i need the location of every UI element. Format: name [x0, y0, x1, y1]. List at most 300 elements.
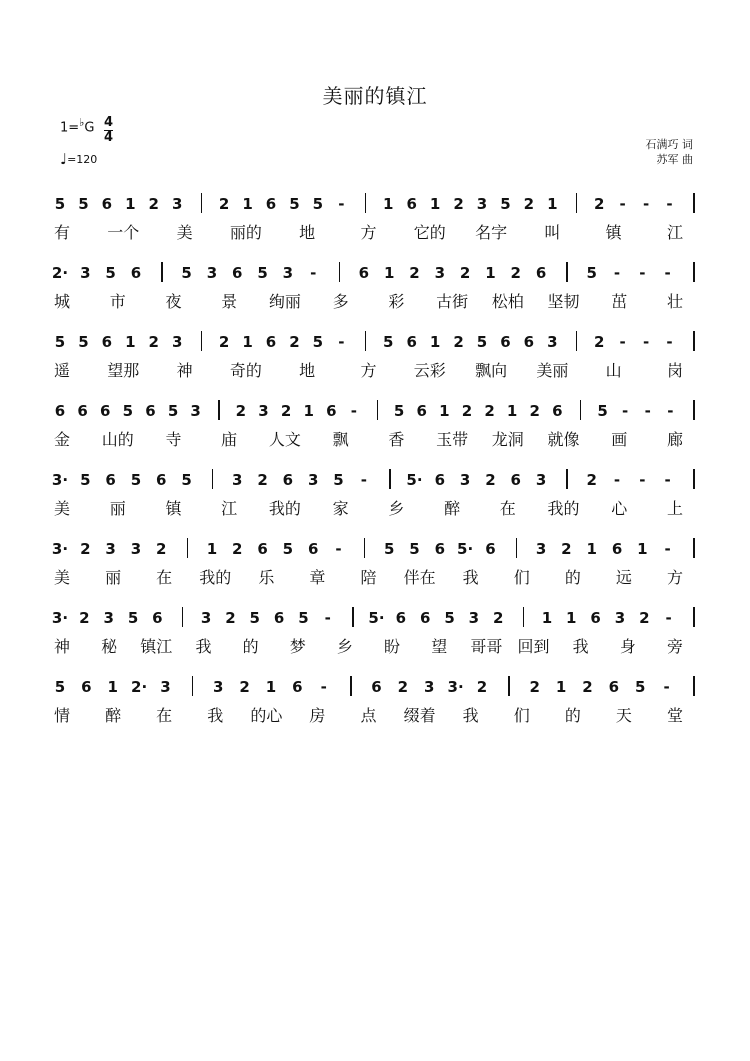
dash-mark: - [320, 678, 327, 696]
dash-mark: - [310, 264, 317, 282]
note: 2 [397, 678, 409, 696]
lyric-word: 伴在 [403, 568, 436, 587]
lyric-word: 陪 [360, 568, 377, 587]
lyric-word: 奇的 [229, 361, 262, 380]
note: 6 [282, 471, 294, 489]
note: 5 [249, 609, 260, 627]
note: 3 [258, 402, 269, 420]
lyric-word: 醉 [444, 499, 461, 518]
note: 2 [582, 678, 593, 696]
lyric-word: 的 [564, 568, 581, 587]
lyric-word: 彩 [388, 292, 405, 311]
note: 3 [160, 678, 171, 696]
dash-mark: - [664, 471, 671, 489]
note: 2 [235, 402, 247, 420]
barline [339, 262, 341, 282]
note: 5 [383, 333, 394, 351]
note: 3 [282, 264, 294, 282]
composer-credit: 苏军 曲 [656, 153, 693, 166]
lyric-word: 金 [53, 430, 71, 449]
lyric-word: 醉 [105, 706, 122, 725]
note: 5 [282, 540, 294, 558]
lyric-word: 秘 [101, 637, 118, 656]
lyric-word: 的 [564, 706, 581, 725]
note: 5· [457, 540, 474, 558]
note: 5 [500, 195, 511, 213]
lyric-word: 江 [221, 499, 238, 518]
note: 3 [80, 264, 91, 282]
barline [693, 469, 695, 489]
note: 2 [639, 609, 650, 627]
note: 6 [77, 402, 88, 420]
note: 6 [292, 678, 303, 696]
barline [212, 469, 214, 489]
note: 6 [434, 540, 446, 558]
flat-icon: ♭ [79, 116, 85, 129]
barline [201, 193, 203, 213]
lyric-word: 望 [431, 637, 448, 656]
barline [576, 193, 578, 213]
note: 2 [493, 609, 504, 627]
lyric-word: 在 [156, 706, 173, 725]
lyric-word: 我的 [268, 499, 301, 518]
lyric-word: 丽 [105, 568, 122, 587]
lyric-word: 乡 [336, 637, 353, 656]
note: 6 [434, 471, 446, 489]
note: 3 [614, 609, 626, 627]
lyric-word: 松柏 [491, 292, 524, 311]
note: 5 [312, 333, 324, 351]
note: 5 [444, 609, 455, 627]
key-tonic: G [84, 120, 95, 136]
note: 2 [156, 540, 167, 558]
note: 5 [80, 471, 91, 489]
note: 2 [484, 402, 495, 420]
note: 3 [307, 471, 319, 489]
note: 6 [265, 195, 277, 213]
lyric-word: 们 [513, 568, 530, 587]
lyric-word: 茁 [611, 292, 628, 311]
barline [352, 607, 354, 627]
lyric-word: 旁 [666, 637, 684, 656]
note: 5 [78, 333, 89, 351]
note: 3 [468, 609, 480, 627]
lyric-word: 我 [572, 637, 589, 656]
lyric-word: 景 [221, 292, 238, 311]
lyric-word: 我的 [199, 568, 232, 587]
note: 2 [485, 471, 496, 489]
note: 5 [130, 471, 142, 489]
note: 2 [257, 471, 268, 489]
note: 6 [145, 402, 156, 420]
note: 3· [51, 540, 69, 558]
lyric-word: 地 [299, 223, 316, 242]
note: 6 [81, 678, 92, 696]
note: 6 [130, 264, 142, 282]
note: 3 [476, 195, 488, 213]
lyric-word: 人文 [268, 430, 301, 449]
lyric-word: 我的 [547, 499, 580, 518]
dash-mark: - [613, 471, 621, 489]
note: 6 [552, 402, 563, 420]
note: 3 [535, 540, 547, 558]
note: 2 [476, 678, 488, 696]
barline [508, 676, 510, 696]
note: 6 [101, 333, 113, 351]
note: 3 [424, 678, 435, 696]
note: 2 [148, 195, 159, 213]
time-top: 4 [104, 115, 114, 130]
barline [693, 400, 695, 420]
note: 6 [535, 264, 547, 282]
note: 1 [439, 402, 450, 420]
note: 1 [547, 195, 558, 213]
note: 5 [54, 195, 66, 213]
note: 5 [181, 471, 192, 489]
barline [576, 331, 578, 351]
lyric-word: 我 [207, 706, 224, 725]
lyric-word: 在 [156, 568, 173, 587]
note: 3 [547, 333, 558, 351]
note: 1 [107, 678, 118, 696]
note: 2 [148, 333, 159, 351]
note: 6 [307, 540, 319, 558]
note: 2 [594, 333, 605, 351]
note: 6 [523, 333, 535, 351]
note: 1 [383, 264, 395, 282]
lyric-word: 堂 [666, 706, 684, 725]
note: 2 [586, 471, 597, 489]
note: 5 [105, 264, 116, 282]
dash-mark: - [666, 333, 673, 351]
barline [693, 607, 695, 627]
note: 6 [406, 333, 417, 351]
note: 6 [510, 471, 521, 489]
dash-mark: - [642, 195, 650, 213]
note: 6 [416, 402, 427, 420]
note: 1 [429, 333, 441, 351]
lyric-word: 我 [462, 706, 479, 725]
note: 5 [127, 609, 139, 627]
note: 6 [273, 609, 285, 627]
dash-mark: - [667, 402, 674, 420]
note: 2 [218, 333, 230, 351]
lyric-word: 廊 [666, 430, 684, 449]
note: 5 [54, 678, 66, 696]
barline [389, 469, 391, 489]
quarter-note-icon: ♩ [60, 150, 68, 168]
dash-mark: - [613, 264, 621, 282]
lyric-word: 我 [195, 637, 212, 656]
note: 2 [225, 609, 236, 627]
lyric-word: 神 [53, 637, 71, 656]
note: 5 [409, 540, 420, 558]
note: 3· [51, 471, 69, 489]
note: 6 [54, 402, 66, 420]
key-prefix: 1= [60, 120, 80, 136]
dash-mark: - [639, 471, 646, 489]
lyric-word: 名字 [475, 223, 508, 242]
note: 5 [298, 609, 309, 627]
dash-mark: - [338, 333, 345, 351]
barline [566, 469, 568, 489]
tempo-value: =120 [67, 153, 98, 166]
note: 6 [232, 264, 243, 282]
note: 2 [453, 333, 464, 351]
dash-mark: - [324, 609, 331, 627]
barline [693, 676, 695, 696]
lyric-word: 盼 [384, 637, 401, 656]
note: 1 [566, 609, 577, 627]
note: 6 [485, 540, 496, 558]
dash-mark: - [622, 402, 629, 420]
lyric-word: 地 [299, 361, 316, 380]
lyric-word: 方 [666, 568, 684, 587]
note: 3 [105, 540, 116, 558]
lyric-word: 缀着 [403, 706, 436, 725]
note: 1 [383, 195, 394, 213]
barline [693, 262, 695, 282]
dash-mark: - [619, 195, 626, 213]
dash-mark: - [338, 195, 345, 213]
barline [365, 193, 367, 213]
barline [364, 538, 366, 558]
note: 6 [590, 609, 601, 627]
note: 3 [172, 195, 183, 213]
note: 6 [152, 609, 163, 627]
barline [350, 676, 352, 696]
note: 6 [371, 678, 382, 696]
note: 2 [459, 264, 471, 282]
lyric-word: 飘向 [475, 361, 508, 380]
note: 5 [257, 264, 268, 282]
note: 1 [265, 678, 277, 696]
note: 2 [561, 540, 572, 558]
note: 6 [265, 333, 277, 351]
lyric-word: 方 [360, 223, 377, 242]
barline [523, 607, 525, 627]
lyric-word: 寺 [165, 430, 182, 449]
note: 5 [181, 264, 192, 282]
note: 2 [523, 195, 535, 213]
lyric-word: 画 [611, 430, 628, 449]
lyric-word: 丽 [109, 499, 126, 518]
lyric-word: 我 [462, 568, 479, 587]
lyric-word: 房 [309, 706, 326, 725]
dash-mark: - [335, 540, 342, 558]
note: 1 [541, 609, 553, 627]
dash-mark: - [663, 678, 670, 696]
lyric-word: 一个 [107, 223, 140, 242]
note: 6 [156, 471, 167, 489]
note: 6 [419, 609, 431, 627]
note: 1 [242, 333, 253, 351]
lyric-word: 身 [619, 637, 636, 656]
dash-mark: - [644, 402, 651, 420]
lyric-word: 远 [615, 568, 632, 587]
lyric-word: 家 [332, 499, 349, 518]
barline [693, 193, 695, 213]
barline [201, 331, 203, 351]
lyric-word: 岗 [666, 361, 684, 380]
note: 2 [529, 678, 540, 696]
lyric-word: 哥哥 [470, 637, 503, 656]
note: 2 [218, 195, 230, 213]
note: 6 [257, 540, 268, 558]
note: 2 [461, 402, 473, 420]
barline [566, 262, 568, 282]
note: 2 [409, 264, 420, 282]
note: 2 [79, 609, 90, 627]
dash-mark: - [360, 471, 367, 489]
lyric-word: 上 [666, 499, 684, 518]
note: 5 [289, 195, 300, 213]
note: 2 [80, 540, 91, 558]
note: 3· [447, 678, 464, 696]
lyric-word: 龙洞 [491, 430, 524, 449]
note: 3· [51, 609, 69, 627]
note: 5· [368, 609, 385, 627]
note: 3 [206, 264, 218, 282]
lyric-word: 镇 [605, 223, 622, 242]
lyric-word: 神 [176, 361, 193, 380]
note: 6 [500, 333, 511, 351]
lyric-word: 梦 [289, 637, 306, 656]
lyric-word: 香 [388, 430, 405, 449]
note: 1 [429, 195, 441, 213]
note: 1 [242, 195, 253, 213]
barline [218, 400, 220, 420]
barline [693, 538, 695, 558]
note: 5 [54, 333, 66, 351]
barline [182, 607, 184, 627]
lyric-word: 山的 [101, 430, 134, 449]
lyric-word: 乡 [388, 499, 405, 518]
note: 3 [535, 471, 547, 489]
note: 2 [453, 195, 464, 213]
lyric-word: 丽的 [229, 223, 262, 242]
lyric-word: 夜 [165, 292, 182, 311]
lyric-word: 市 [109, 292, 126, 311]
note: 6 [105, 471, 116, 489]
note: 6 [395, 609, 407, 627]
note: 5 [78, 195, 89, 213]
note: 3 [130, 540, 142, 558]
dash-mark: - [666, 195, 673, 213]
lyric-word: 美 [53, 499, 71, 518]
lyric-word: 有 [53, 223, 71, 242]
dash-mark: - [665, 609, 672, 627]
note: 2· [51, 264, 69, 282]
note: 5 [333, 471, 344, 489]
dash-mark: - [642, 333, 650, 351]
lyric-word: 城 [53, 292, 71, 311]
note: 1 [125, 333, 136, 351]
lyric-word: 望那 [107, 361, 140, 380]
lyric-word: 云彩 [413, 361, 446, 380]
lyric-word: 壮 [666, 292, 684, 311]
lyric-word: 方 [360, 361, 377, 380]
lyric-word: 就像 [547, 430, 580, 449]
note: 2 [232, 540, 243, 558]
lyric-word: 玉带 [436, 430, 469, 449]
lyric-word: 章 [309, 568, 326, 587]
lyric-word: 镇江 [140, 637, 173, 656]
note: 1 [125, 195, 136, 213]
note: 6 [358, 264, 370, 282]
barline [377, 400, 379, 420]
time-bottom: 4 [104, 130, 114, 145]
note: 6 [326, 402, 337, 420]
lyric-word: 在 [499, 499, 516, 518]
barline [161, 262, 163, 282]
note: 3 [172, 333, 183, 351]
lyric-word: 天 [615, 706, 632, 725]
lyric-word: 们 [513, 706, 530, 725]
barline [516, 538, 518, 558]
barline [365, 331, 367, 351]
lyricist-credit: 石满巧 词 [645, 138, 693, 151]
note: 2 [280, 402, 292, 420]
barline [187, 538, 189, 558]
lyric-word: 回到 [517, 637, 550, 656]
lyric-word: 江 [666, 223, 684, 242]
note: 6 [611, 540, 623, 558]
note: 3 [103, 609, 114, 627]
note: 5 [122, 402, 134, 420]
lyric-word: 庙 [221, 430, 238, 449]
note: 5 [476, 333, 488, 351]
note: 1 [586, 540, 597, 558]
page-title: 美丽的镇江 [322, 84, 428, 108]
lyric-word: 乐 [258, 568, 275, 587]
dash-mark: - [619, 333, 626, 351]
lyric-word: 情 [53, 706, 71, 725]
lyric-word: 的心 [250, 706, 283, 725]
note: 1 [485, 264, 496, 282]
note: 1 [506, 402, 518, 420]
note: 6 [406, 195, 417, 213]
note: 2· [131, 678, 148, 696]
lyric-word: 美丽 [536, 361, 569, 380]
lyric-word: 美 [53, 568, 71, 587]
note: 2 [529, 402, 540, 420]
note: 3 [459, 471, 471, 489]
lyric-word: 遥 [53, 361, 71, 380]
lyric-word: 美 [176, 223, 193, 242]
lyric-word: 镇 [165, 499, 182, 518]
note: 3 [232, 471, 243, 489]
note: 5 [383, 540, 395, 558]
note: 1 [555, 678, 567, 696]
note: 5 [312, 195, 324, 213]
note: 3 [190, 402, 201, 420]
note: 3 [434, 264, 446, 282]
note: 1 [206, 540, 218, 558]
note: 5 [393, 402, 405, 420]
note: 5 [586, 264, 597, 282]
note: 5 [635, 678, 646, 696]
note: 2 [510, 264, 521, 282]
note: 3 [213, 678, 224, 696]
lyric-word: 坚韧 [547, 292, 580, 311]
lyric-word: 山 [605, 361, 622, 380]
dash-mark: - [639, 264, 646, 282]
note: 6 [99, 402, 111, 420]
note: 2 [239, 678, 250, 696]
note: 6 [608, 678, 620, 696]
dash-mark: - [664, 264, 671, 282]
